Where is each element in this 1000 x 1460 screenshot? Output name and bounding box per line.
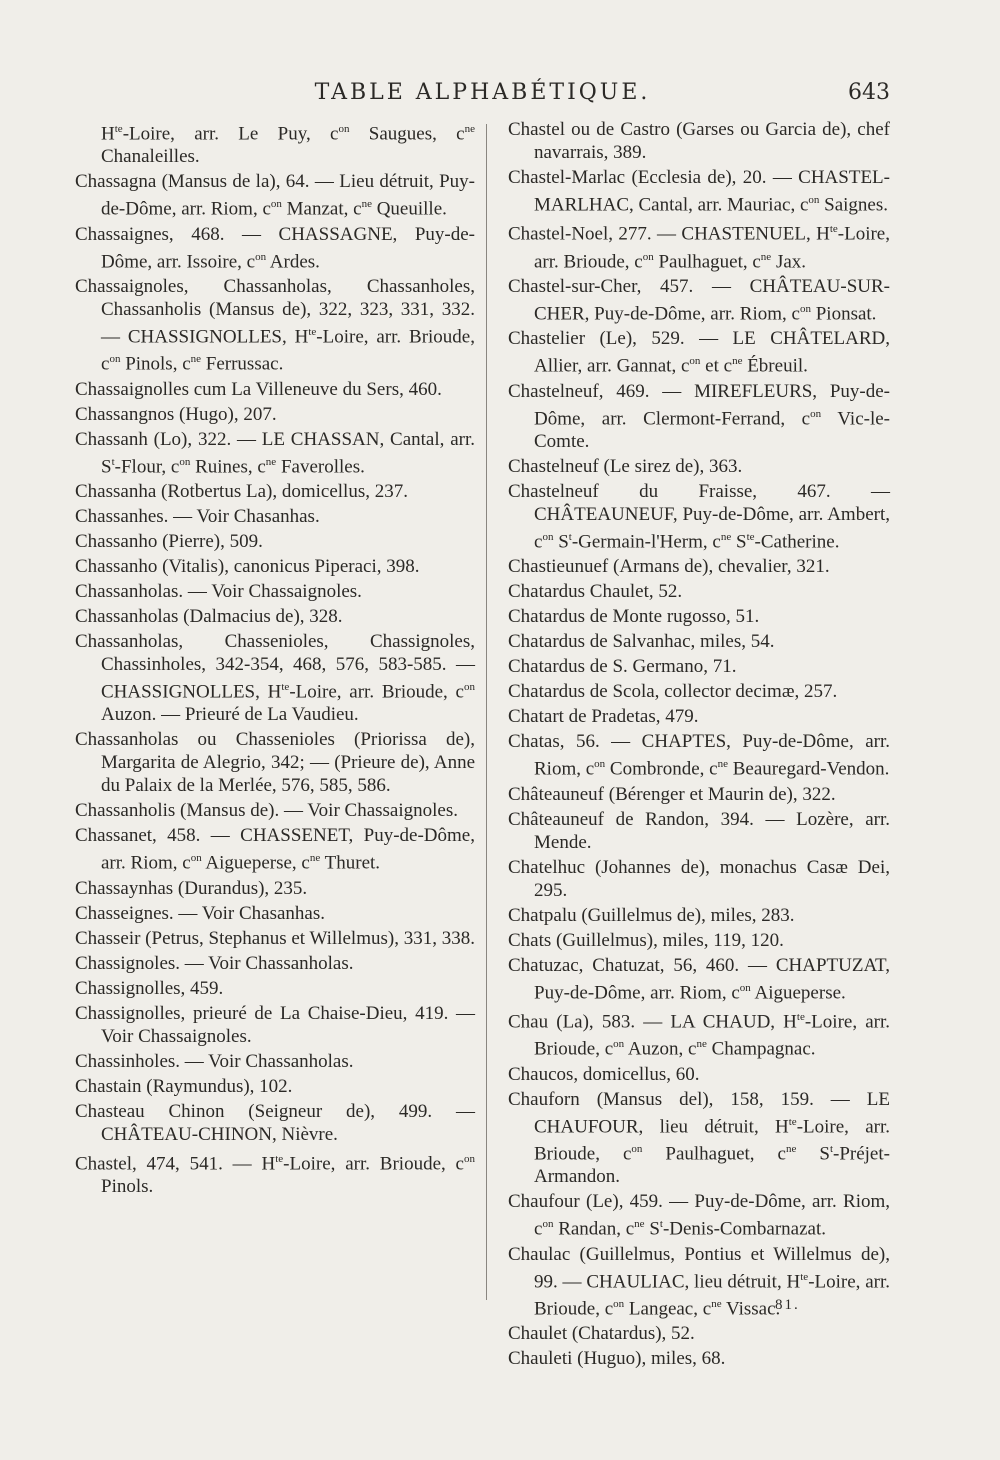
index-entry: Chassanh (Lo), 322. — LE CHASSAN, Cantal, arr. $S^t$-Flour, $c^{on}$ Ruines, $c^{ne}$ Faverolles. [75,428,475,477]
signature-mark: 81. [775,1297,800,1313]
index-entry: Chaulac (Guillelmus, Pontius et Willelmus de), 99. — CHAULIAC, lieu détruit, $H^{te}$-Loire, arr. Brioude, $c^{on}$ Langeac, $c^{ne}$ Vissac. [508,1243,890,1320]
column-divider [486,124,487,1300]
index-entry: Chastelier (Le), 529. — LE CHÂTELARD, Allier, arr. Gannat, $c^{on}$ et $c^{ne}$ Ébreuil. [508,328,890,377]
page-title: TABLE ALPHABÉTIQUE. [314,80,651,105]
index-entry: Chassignolles, 459. [75,977,224,999]
index-entry: Chastelneuf, 469. — MIREFLEURS, Puy-de-Dôme, arr. Clermont-Ferrand, $c^{on}$ Vic-le-Comte. [508,380,890,452]
left-column [75,118,475,1200]
index-entry: Chasteau Chinon (Seigneur de), 499. — CHÂTEAU-CHINON, Nièvre. [75,1100,475,1145]
index-entry: Chassanet, 458. — CHASSENET, Puy-de-Dôme, arr. Riom, $c^{on}$ Aigueperse, $c^{ne}$ Thuret. [75,825,475,874]
index-entry: Chassinholes. — Voir Chassanholas. [75,1050,354,1072]
index-entry: Chastel-Noel, 277. — CHASTENUEL, $H^{te}$-Loire, arr. Brioude, $c^{on}$ Paulhaguet, $c^{ne}$ Jax. [508,223,890,272]
index-entry: $H^{te}$-Loire, arr. Le Puy, $c^{on}$ Saugues, $c^{ne}$ Chanaleilles. [101,123,475,168]
index-entry: Chassangnos (Hugo), 207. [75,403,277,425]
page-number: 643 [848,80,890,105]
index-entry: Chassignolles, prieuré de La Chaise-Dieu, 419. — Voir Chassaignoles. [75,1002,475,1047]
index-entry: Chassanholas (Dalmacius de), 328. [75,605,343,627]
index-entry: Chatelhuc (Johannes de), monachus Casæ Dei, 295. [508,856,890,901]
index-entry: Chastelneuf du Fraisse, 467. — CHÂTEAUNEUF, Puy-de-Dôme, arr. Ambert, $c^{on}$ $S^t-Germain-l'Herm$, $c^{ne}$ $S^{te}$-Catherine. [508,480,890,553]
index-entry: Chassagna (Mansus de la), 64. — Lieu détruit, Puy-de-Dôme, arr. Riom, $c^{on}$ Manzat, $c^{ne}$ Queuille. [75,171,475,220]
index-entry: Chassanha (Rotbertus La), domicellus, 237. [75,480,408,502]
index-entry: Chassanholis (Mansus de). — Voir Chassaignoles. [75,800,458,822]
index-entry: Chastel ou de Castro (Garses ou Garcia de), chef navarrais, 389. [508,119,890,163]
index-entry: Chassanho (Vitalis), canonicus Piperaci, 398. [75,555,420,577]
index-entry: Chassanhes. — Voir Chasanhas. [75,505,320,527]
index-entry: Chassaignoles, Chassanholas, Chassanholes, Chassanholis (Mansus de), 322, 323, 331, 332. — CHASSIGNOLLES, $H^{te}$-Loire, arr. Brioude, $c^{on}$ Pinols, $c^{ne}$ Ferrussac. [75,275,475,375]
index-entry: Chaulet (Chatardus), 52. [508,1323,695,1345]
running-header [75,80,890,114]
index-entry: Chatardus Chaulet, 52. [508,581,683,603]
index-entry: Chassanholas, Chassenioles, Chassignoles, Chassinholes, 342-354, 468, 576, 583-585. — CHASSIGNOLLES, $H^{te}$-Loire, arr. Brioude, $c^{on}$ Auzon. — Prieuré de La Vaudieu. [75,630,475,726]
index-entry: Chaufour (Le), 459. — Puy-de-Dôme, arr. Riom, $c^{on}$ Randan, $c^{ne}$ $S^t-Denis$-Combarnazat. [508,1191,890,1240]
index-entry: Chatardus de S. Germano, 71. [508,656,737,678]
index-entry: Chassaynhas (Durandus), 235. [75,877,308,899]
index-entry: Chastieunuef (Armans de), chevalier, 321. [508,556,830,578]
index-entry: Chatart de Pradetas, 479. [508,706,699,728]
index-entry: Chassaignes, 468. — CHASSAGNE, Puy-de-Dôme, arr. Issoire, $c^{on}$ Ardes. [75,223,475,272]
index-entry: Chau (La), 583. — LA CHAUD, $H^{te}$-Loire, arr. Brioude, $c^{on}$ Auzon, $c^{ne}$ Champagnac. [508,1010,891,1060]
index-entry: Chastain (Raymundus), 102. [75,1075,293,1097]
index-entry: Chassanholas. — Voir Chassaignoles. [75,580,362,602]
index-entry: Chassanho (Pierre), 509. [75,530,263,552]
index-entry: Chastel-Marlac (Ecclesia de), 20. — CHASTEL-MARLHAC, Cantal, arr. Mauriac, $c^{on}$ Saignes. [508,167,890,216]
index-entry: Chassignoles. — Voir Chassanholas. [75,952,354,974]
index-entry: Chastel-sur-Cher, 457. — CHÂTEAU-SUR-CHER, Puy-de-Dôme, arr. Riom, $c^{on}$ Pionsat. [508,275,890,325]
index-entry: Châteauneuf de Randon, 394. — Lozère, arr. Mende. [508,808,890,853]
index-entry: Chaucos, domicellus, 60. [508,1063,700,1085]
index-entry: Chassaignolles cum La Villeneuve du Sers, 460. [75,378,442,400]
index-entry: Chastel, 474, 541. — $H^{te}$-Loire, arr. Brioude, $c^{on}$ Pinols. [75,1152,475,1197]
index-entry: Chats (Guillelmus), miles, 119, 120. [508,929,784,951]
index-entry: Chastelneuf (Le sirez de), 363. [508,455,743,477]
index-entry: Chatpalu (Guillelmus de), miles, 283. [508,904,795,926]
index-entry: Chasseignes. — Voir Chasanhas. [75,902,325,924]
index-entry: Chauforn (Mansus del), 158, 159. — LE CHAUFOUR, lieu détruit, $H^{te}$-Loire, arr. Brioude, $c^{on}$ Paulhaguet, $c^{ne}$ $S^t-Préjet$-Armandon. [508,1088,890,1188]
index-entry: Chatuzac, Chatuzat, 56, 460. — CHAPTUZAT, Puy-de-Dôme, arr. Riom, $c^{on}$ Aigueperse. [508,954,890,1003]
right-column [508,118,890,1372]
index-entry: Chassanholas ou Chassenioles (Priorissa de), Margarita de Alegrio, 342; — (Prieure de), Anne du Palaix de la Merlée, 576, 585, 586. [75,729,475,797]
index-entry: Chatardus de Salvanhac, miles, 54. [508,631,775,653]
index-entry: Chatardus de Monte rugosso, 51. [508,606,760,628]
index-entry: Chatardus de Scola, collector decimæ, 257. [508,681,838,703]
index-entry: Châteauneuf (Bérenger et Maurin de), 322. [508,783,836,805]
index-entry: Chatas, 56. — CHAPTES, Puy-de-Dôme, arr. Riom, $c^{on}$ Combronde, $c^{ne}$ Beauregard-Vendon. [508,731,890,780]
index-entry: Chauleti (Huguo), miles, 68. [508,1348,726,1370]
index-entry: Chasseir (Petrus, Stephanus et Willelmus), 331, 338. [75,927,475,949]
